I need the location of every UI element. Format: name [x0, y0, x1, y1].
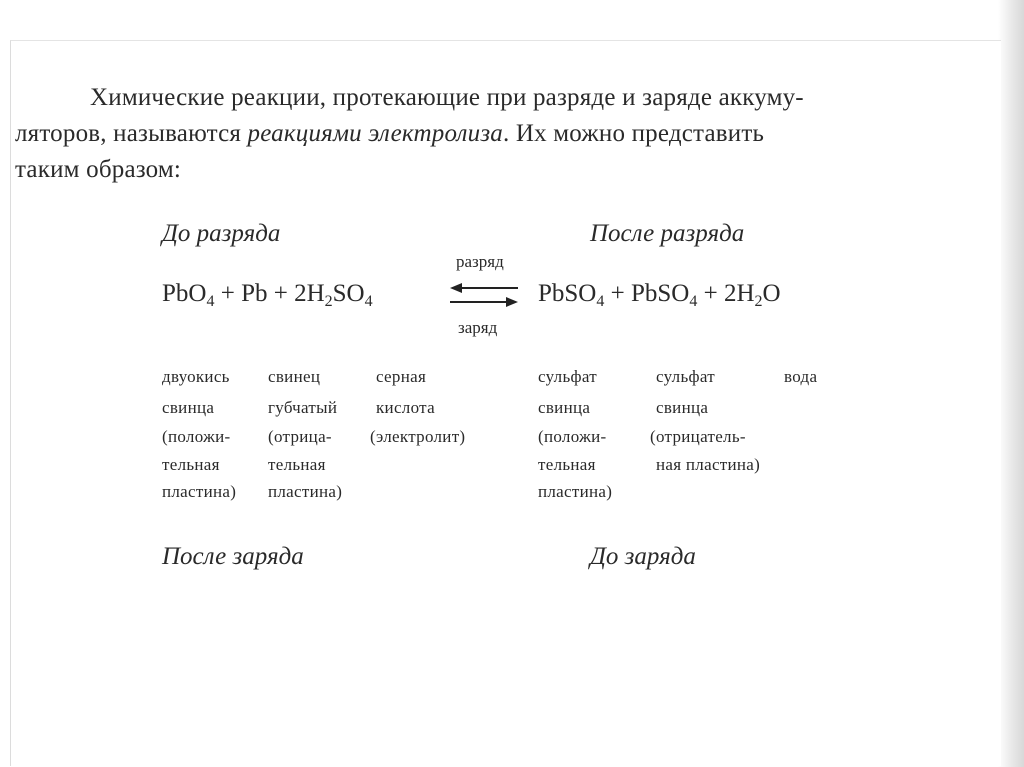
intro-line-1: Химические реакции, протекающие при разряде и заряде аккуму-: [90, 84, 804, 111]
desc-pbso4-neg-line-1: сульфат: [656, 367, 715, 386]
desc-pb-line-1: свинец: [268, 367, 321, 386]
eq-left-part-2: + Pb + 2H: [214, 280, 325, 307]
eq-right-sub-1: 4: [596, 293, 605, 310]
eq-right-part-4: O: [762, 280, 781, 307]
desc-pbso4-pos-line-5: пластина): [538, 482, 613, 501]
desc-pbso4-pos-line-1: сульфат: [538, 367, 597, 386]
desc-pb-line-5: пластина): [268, 482, 343, 501]
desc-pbo2-line-4: тельная: [162, 455, 220, 474]
eq-right-part-3: + 2H: [697, 280, 755, 307]
desc-pb-line-3: (отрица-: [268, 427, 332, 446]
desc-pbso4-pos-line-3: (положи-: [538, 427, 607, 446]
eq-left-part-1: PbO: [162, 280, 207, 307]
desc-pbso4-neg-line-3: (отрицатель-: [650, 427, 746, 446]
equation-left-side: [162, 280, 373, 311]
heading-after-charge: После заряда: [162, 543, 304, 570]
desc-water-line-1: вода: [784, 367, 818, 386]
intro-line-2-suffix: . Их можно представить: [502, 120, 765, 147]
eq-right-part-1: PbSO: [538, 280, 597, 307]
eq-right-sub-3: 2: [754, 293, 763, 310]
desc-pbo2-line-2: свинца: [162, 398, 215, 417]
eq-left-sub-2: 2: [324, 293, 333, 310]
desc-pbso4-pos-line-4: тельная: [538, 455, 596, 474]
eq-right-sub-2: 4: [689, 293, 698, 310]
intro-line-2: [15, 116, 985, 152]
intro-line-3: таким образом:: [15, 156, 182, 183]
desc-h2so4-line-2: кислота: [376, 398, 435, 417]
heading-before-discharge: До разряда: [162, 220, 281, 247]
desc-pbo2-line-3: (положи-: [162, 427, 231, 446]
eq-left-sub-1: 4: [206, 293, 215, 310]
equation-right-side: [538, 280, 781, 311]
desc-h2so4-line-1: серная: [376, 367, 427, 386]
intro-paragraph: [15, 80, 985, 188]
heading-before-charge: До заряда: [590, 543, 696, 570]
desc-h2so4-line-3: (электролит): [370, 427, 466, 446]
heading-after-discharge: После разряда: [590, 220, 745, 247]
eq-right-part-2: + PbSO: [604, 280, 690, 307]
charge-label: заряд: [458, 318, 498, 337]
desc-pbo2-line-5: пластина): [162, 482, 237, 501]
desc-pb-line-2: губчатый: [268, 398, 338, 417]
reversible-arrows-icon: [448, 280, 520, 310]
intro-line-2-prefix: ляторов, называются: [15, 120, 248, 147]
desc-pb-line-4: тельная: [268, 455, 326, 474]
desc-pbso4-neg-line-4: ная пластина): [656, 455, 761, 474]
slide-right-edge: [998, 0, 1024, 767]
discharge-label: разряд: [456, 252, 504, 271]
eq-left-sub-3: 4: [364, 293, 373, 310]
desc-pbso4-pos-line-2: свинца: [538, 398, 591, 417]
desc-pbso4-neg-line-2: свинца: [656, 398, 709, 417]
desc-pbo2-line-1: двуокись: [162, 367, 230, 386]
term-electrolysis: реакциями электролиза: [247, 120, 503, 147]
eq-left-part-3: SO: [332, 280, 365, 307]
